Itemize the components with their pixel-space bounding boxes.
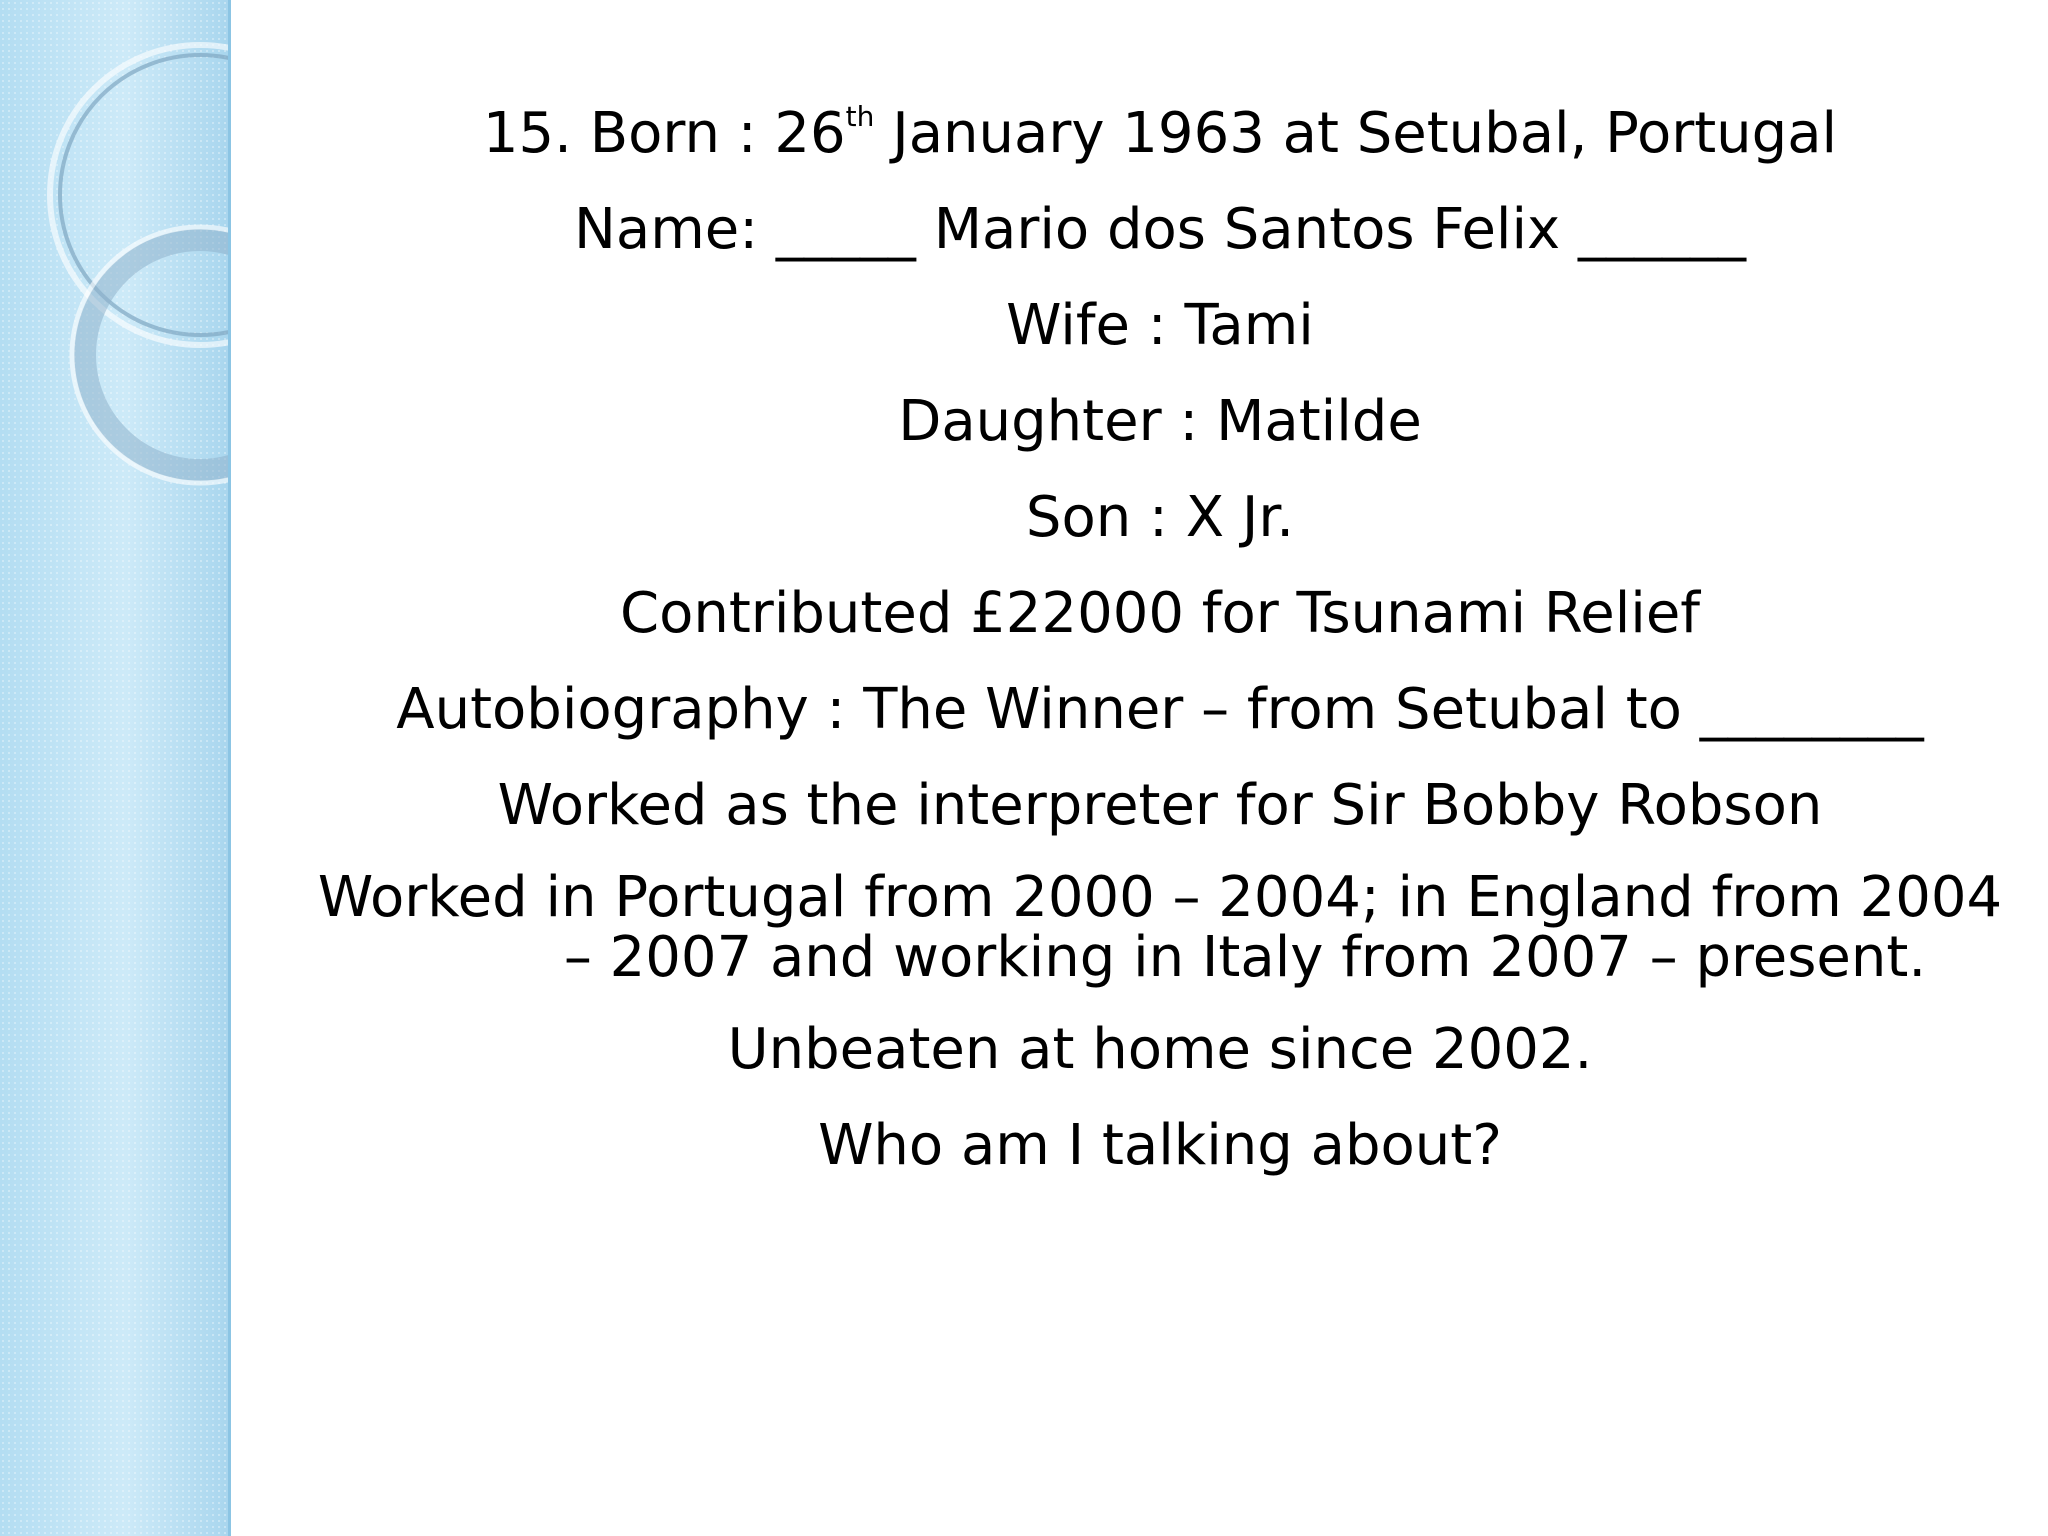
born-line bbox=[300, 100, 2020, 168]
tsunami-line: Contributed £22000 for Tsunami Relief bbox=[619, 581, 1701, 646]
decorative-rings bbox=[0, 0, 228, 1536]
son-line: Son : X Jr. bbox=[1025, 485, 1295, 550]
wife-line: Wife : Tami bbox=[1006, 293, 1314, 358]
unbeaten-line: Unbeaten at home since 2002. bbox=[727, 1017, 1593, 1082]
decorative-sidebar bbox=[0, 0, 231, 1536]
career-line-1: Worked in Portugal from 2000 – 2004; in England from 2004 bbox=[317, 865, 2003, 930]
interpreter-line: Worked as the interpreter for Sir Bobby Robson bbox=[497, 773, 1823, 838]
born-ordinal-suffix: th bbox=[845, 100, 875, 133]
daughter-line: Daughter : Matilde bbox=[898, 389, 1422, 454]
question-line: Who am I talking about? bbox=[818, 1113, 1502, 1178]
career-line-2: – 2007 and working in Italy from 2007 – present. bbox=[563, 925, 1927, 990]
career-line bbox=[300, 865, 2020, 990]
autobiography-line: Autobiography : The Winner – from Setubal to ________ bbox=[396, 677, 1924, 742]
slide-body bbox=[300, 100, 2020, 1208]
born-suffix: January 1963 at Setubal, Portugal bbox=[874, 101, 1838, 166]
born-prefix: 15. Born : 26 bbox=[482, 101, 846, 166]
name-line: Name: _____ Mario dos Santos Felix ______ bbox=[574, 197, 1746, 262]
